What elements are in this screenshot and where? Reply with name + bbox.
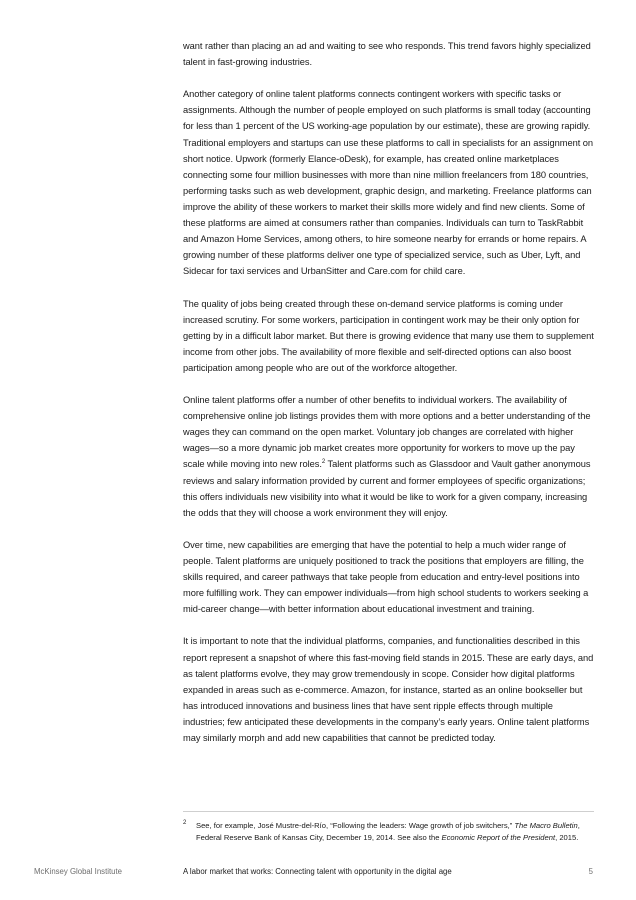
footnote-text-part: , Federal Reserve Bank of Kansas City, December 19, 2014. See also the xyxy=(196,821,580,842)
footnote-reference[interactable]: 2 xyxy=(321,459,326,466)
citation-title: Economic Report of the President xyxy=(441,832,556,842)
footnote-text-part: , 2015. xyxy=(555,832,579,842)
footer-publisher: McKinsey Global Institute xyxy=(34,867,122,876)
paragraph: It is important to note that the individual platforms, companies, and functionalities described in this report represent a snapshot of where this fast-moving field stands in 2015. These are early days, and as talent platforms evolve, they may grow tremendously in scope. Consider how digital platforms expanded in areas such as e-commerce. Amazon, for instance, started as an online bookseller but has introduced innovations and business lines that have sent ripple effects through multiple industries; few anticipated these developments in the company’s early years. Online talent platforms may similarly morph and add new capabilities that cannot be predicted today. xyxy=(183,636,594,744)
body-text xyxy=(183,38,597,762)
footnote-text-part: See, for example, José Mustre-del-Río, “Following the leaders: Wage growth of job switchers,” xyxy=(196,821,513,830)
footnote xyxy=(183,820,594,843)
page-number: 5 xyxy=(588,867,593,876)
footnote-number: 2 xyxy=(183,820,187,826)
paragraph xyxy=(183,392,597,521)
paragraph: want rather than placing an ad and waiting to see who responds. This trend favors highly specialized talent in fast-growing industries. xyxy=(183,41,591,68)
footnote-divider xyxy=(183,811,594,812)
paragraph-text: Online talent platforms offer a number of other benefits to individual workers. The availability of comprehensive online job listings provides them with more options and a better understanding of the wages they can command on the open market. Voluntary job changes are correlated with higher wages—so a more dynamic job market creates more opportunity for workers to move up the pay scale while moving into new roles. xyxy=(183,395,591,470)
paragraph: The quality of jobs being created through these on-demand service platforms is coming under increased scrutiny. For some workers, participation in contingent work may be their only option for getting by in a difficult labor market. But there is growing evidence that many use them to supplement income from other jobs. The availability of more flexible and self-directed options can also boost participation among people who are out of the workforce altogether. xyxy=(183,298,594,373)
paragraph: Another category of online talent platforms connects contingent workers with specific tasks or assignments. Although the number of people employed on such platforms is small today (accounting for less than 1 percent of the US working-age population by our estimate), these are growing rapidly. Traditional employers and startups can use these platforms to call in specialists for an assignment on short notice. Upwork (formerly Elance-oDesk), for example, has created online marketplaces connecting some four million businesses with more than nine million freelancers from 180 countries, performing tasks such as web development, graphic design, and marketing. Freelance platforms can improve the ability of these workers to market their skills more widely and find new clients. Some of these platforms are aimed at consumers rather than companies. Individuals can turn to TaskRabbit and Amazon Home Services, among others, to hire someone nearby for errands or home repairs. A growing number of these platforms deliver one type of specialized service, such as Uber, Lyft, and Sidecar for taxi services and UrbanSitter and Care.com for child care. xyxy=(183,89,594,277)
footnote-text xyxy=(196,820,594,843)
footer-report-title: A labor market that works: Connecting talent with opportunity in the digital age xyxy=(183,867,452,876)
paragraph-text: Talent platforms such as Glassdoor and Vault gather anonymous reviews and salary information provided by current and former employees of specific organizations; this offers individuals new visibility into what it would be like to work for a given company, increasing the odds that they will choose a work environment they will enjoy. xyxy=(183,459,591,518)
paragraph: Over time, new capabilities are emerging that have the potential to help a much wider range of people. Talent platforms are uniquely positioned to track the positions that employers are filling, the skills required, and career pathways that take people from education and entry-level positions into more fulfilling work. They can empower individuals—from high school students to workers seeking a mid-career change—with better information about educational investment and training. xyxy=(183,539,589,615)
citation-title: The Macro Bulletin xyxy=(514,821,578,830)
